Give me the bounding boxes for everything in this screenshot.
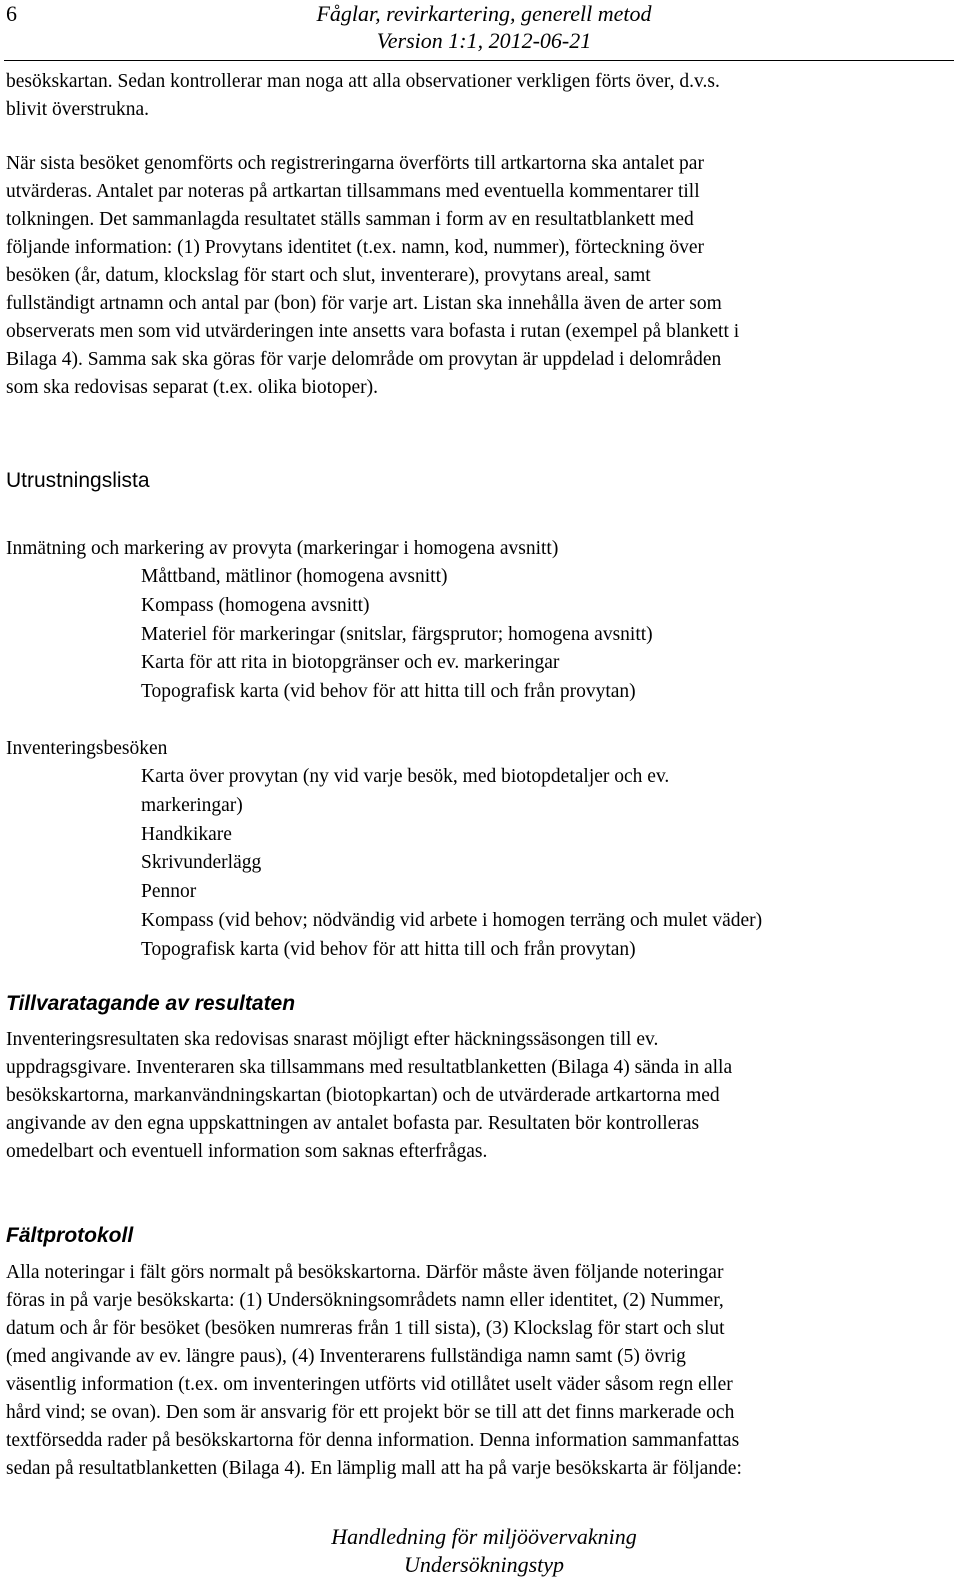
- field-protocol-paragraph: [6, 1259, 956, 1483]
- list-item: Karta för att rita in biotopgränser och ev. markeringar: [141, 652, 560, 674]
- text-line: hård vind; se ovan). Den som är ansvarig för ett projekt bör se till att det finns markerade och: [6, 1402, 735, 1423]
- text-line: datum och år för besöket (besöken numreras från 1 till sista), (3) Klockslag för start och slut: [6, 1318, 725, 1339]
- text-line: besökskartorna, markanvändningskartan (biotopkartan) och de utvärderade artkartorna med: [6, 1085, 720, 1106]
- equipment-list: [141, 763, 762, 965]
- text-line: När sista besöket genomförts och registreringarna överförts till artkartorna ska antalet par: [6, 153, 704, 174]
- text-line: fullständigt artnamn och antal par (bon) för varje art. Listan ska innehålla även de arter som: [6, 293, 722, 314]
- equipment-list: [141, 563, 653, 707]
- intro-paragraph: [6, 68, 956, 124]
- list-item: Måttband, mätlinor (homogena avsnitt): [141, 566, 448, 587]
- results-paragraph: [6, 1026, 956, 1166]
- text-line: uppdragsgivare. Inventeraren ska tillsammans med resultatblanketten (Bilaga 4) sända in alla: [6, 1057, 733, 1078]
- equipment-group-title: Inventeringsbesöken: [6, 738, 168, 759]
- text-line: besökskartan. Sedan kontrollerar man noga att alla observationer verkligen förts över, d.v.s.: [6, 71, 720, 92]
- text-line: sedan på resultatblanketten (Bilaga 4). En lämplig mall att ha på varje besökskarta är följande:: [6, 1458, 742, 1479]
- text-line: Bilaga 4). Samma sak ska göras för varje delområde om provytan är uppdelad i delområden: [6, 349, 722, 370]
- document-version: Version 1:1, 2012-06-21: [376, 28, 592, 53]
- list-item: Pennor: [141, 881, 197, 903]
- text-line: besöken (år, datum, klockslag för start och slut, inventerare), provytans areal, samt: [6, 265, 651, 286]
- text-line: (med angivande av ev. längre paus), (4) Inventerarens fullständiga namn samt (5) övrig: [6, 1346, 686, 1367]
- list-item: Karta över provytan (ny vid varje besök, med biotopdetaljer och ev.: [141, 766, 670, 787]
- footer-title: Handledning för miljöövervakning: [331, 1524, 637, 1549]
- text-line: tolkningen. Det sammanlagda resultatet ställs samman i form av en resultatblankett med: [6, 209, 694, 230]
- list-item: markeringar): [141, 794, 243, 816]
- list-item: Topografisk karta (vid behov för att hitta till och från provytan): [141, 938, 636, 960]
- text-line: utvärderas. Antalet par noteras på artkartan tillsammans med eventuella kommentarer till: [6, 181, 700, 202]
- text-line: omedelbart och eventuell information som saknas efterfrågas.: [6, 1141, 488, 1162]
- text-line: observerats men som vid utvärderingen inte ansetts vara bofasta i rutan (exempel på blankett i: [6, 321, 740, 342]
- list-item: Materiel för markeringar (snitslar, färgsprutor; homogena avsnitt): [141, 623, 653, 645]
- document-title: Fåglar, revirkartering, generell metod: [316, 1, 652, 26]
- list-item: Handkikare: [141, 823, 232, 845]
- text-line: textförsedda rader på besökskartorna för denna information. Denna information sammanfattas: [6, 1430, 740, 1451]
- equipment-group-title: Inmätning och markering av provyta (markeringar i homogena avsnitt): [6, 538, 559, 559]
- text-line: angivande av den egna uppskattningen av antalet bofasta par. Resultaten bör kontrolleras: [6, 1113, 700, 1134]
- list-item: Kompass (vid behov; nödvändig vid arbete i homogen terräng och mulet väder): [141, 909, 763, 931]
- list-item: Kompass (homogena avsnitt): [141, 594, 370, 616]
- list-item: Skrivunderlägg: [141, 852, 262, 874]
- text-line: föras in på varje besökskarta: (1) Undersökningsområdets namn eller identitet, (2) Nummer,: [6, 1290, 724, 1311]
- text-line: Alla noteringar i fält görs normalt på besökskartorna. Därför måste även följande noteringar: [6, 1262, 724, 1283]
- text-line: som ska redovisas separat (t.ex. olika biotoper).: [6, 377, 379, 398]
- evaluation-paragraph: [6, 150, 956, 402]
- text-line: följande information: (1) Provytans identitet (t.ex. namn, kod, nummer), förteckning över: [6, 237, 705, 258]
- header-divider: [4, 60, 954, 61]
- text-line: väsentlig information (t.ex. om inventeringen utförts vid otillåtet uselt väder såsom regn eller: [6, 1374, 733, 1395]
- page-number: 6: [6, 1, 17, 26]
- equipment-heading: Utrustningslista: [6, 469, 150, 492]
- field-protocol-heading: Fältprotokoll: [6, 1224, 134, 1247]
- footer-subtitle: Undersökningstyp: [403, 1552, 565, 1577]
- results-heading: Tillvaratagande av resultaten: [6, 992, 296, 1015]
- text-line: blivit överstrukna.: [6, 99, 149, 120]
- list-item: Topografisk karta (vid behov för att hitta till och från provytan): [141, 681, 636, 703]
- text-line: Inventeringsresultaten ska redovisas snarast möjligt efter häckningssäsongen till ev.: [6, 1029, 659, 1050]
